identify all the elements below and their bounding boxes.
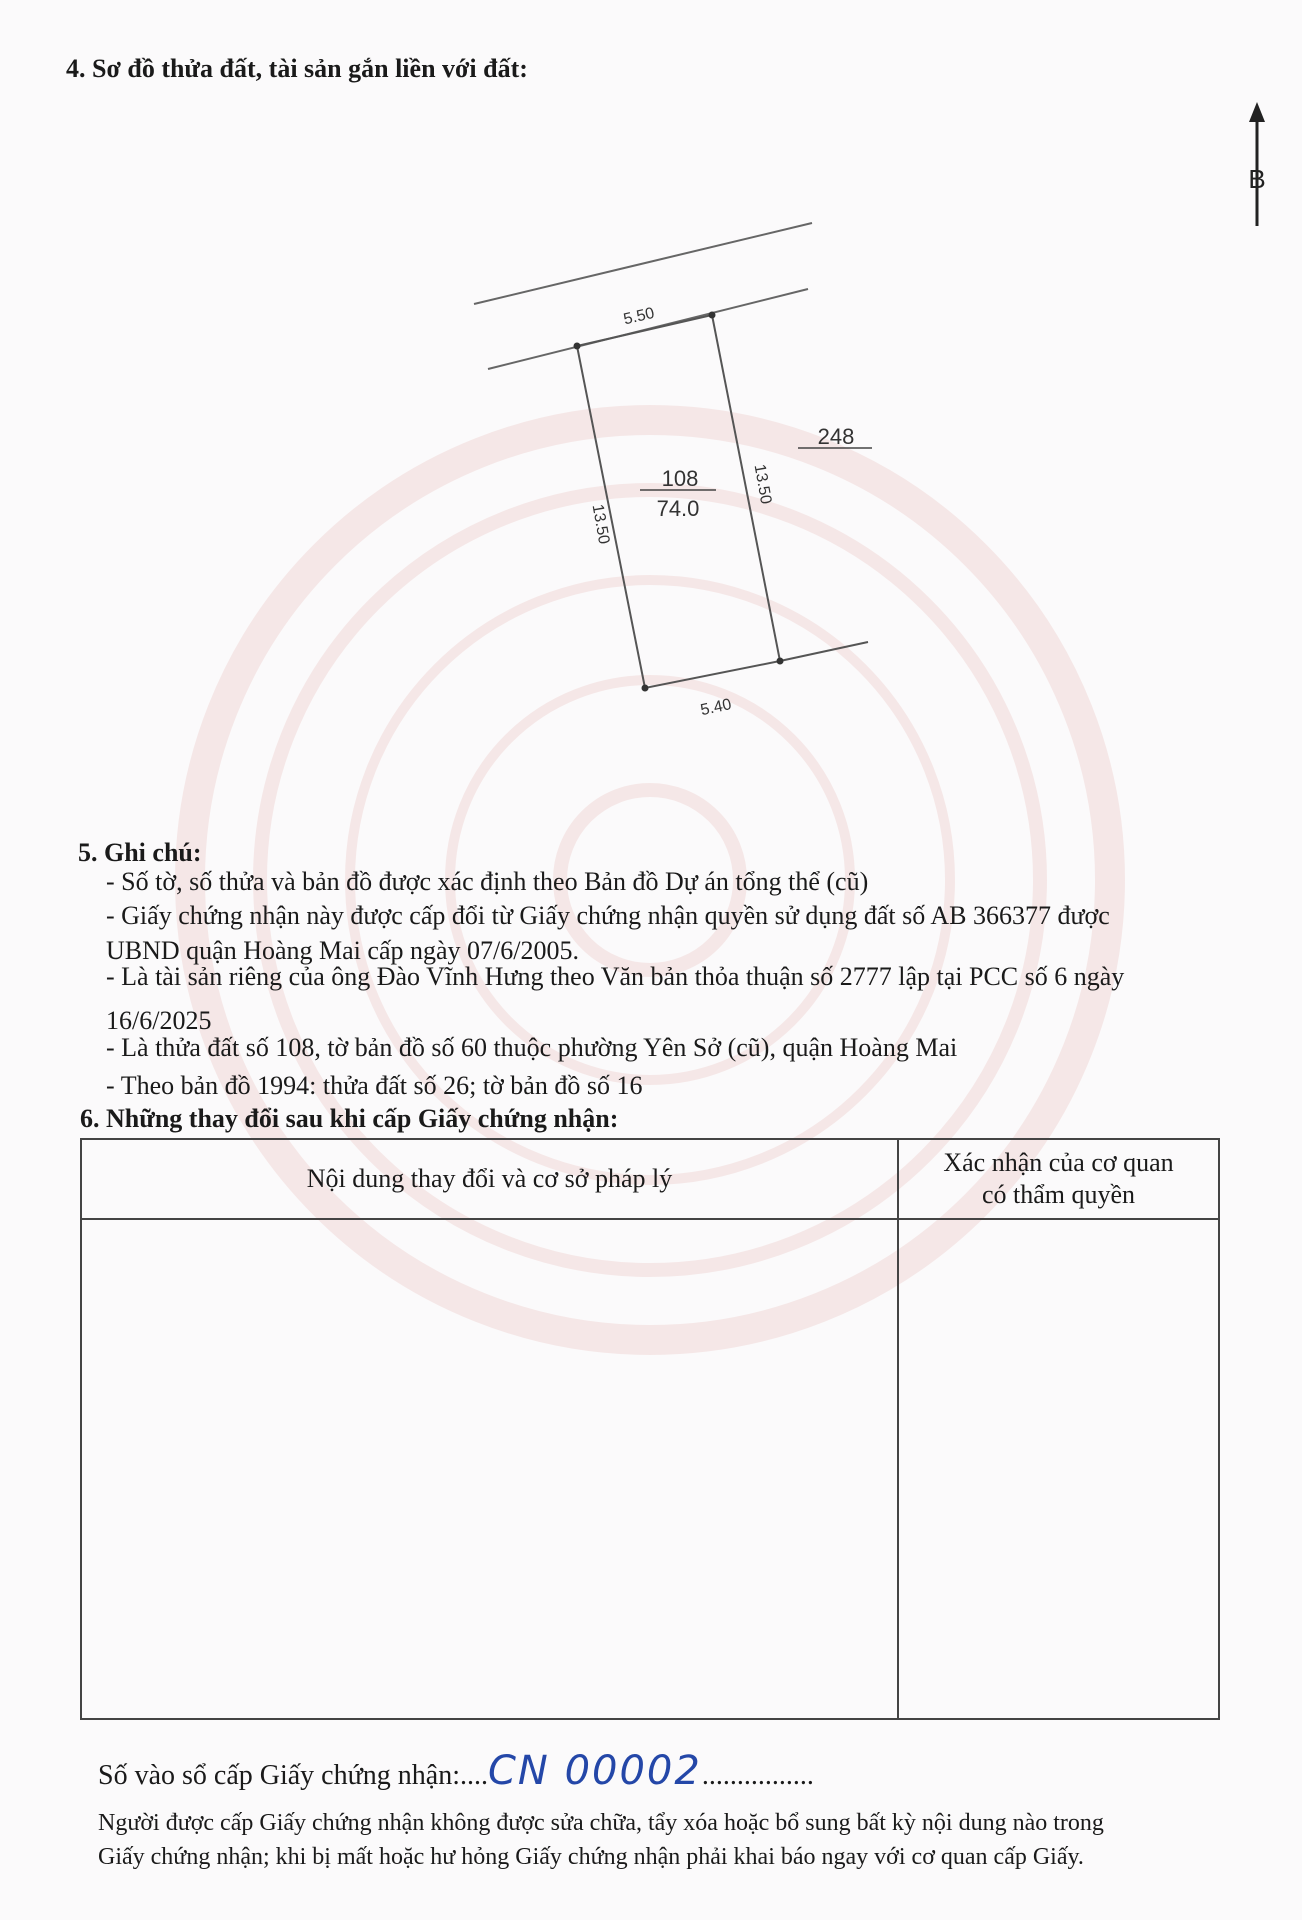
note-line-5: 16/6/2025 (106, 1006, 212, 1035)
changes-content-cell (81, 1219, 898, 1719)
note-line-6: - Là thửa đất số 108, tờ bản đồ số 60 thuộc phường Yên Sở (cũ), quận Hoàng Mai (106, 1033, 958, 1062)
registration-trail: ................ (701, 1760, 814, 1791)
road-line-top (474, 223, 812, 304)
confirmation-col-header (898, 1139, 1219, 1219)
note-line-3: UBND quận Hoàng Mai cấp ngày 07/6/2005. (106, 936, 579, 965)
parcel-area: 74.0 (656, 496, 700, 521)
dimension-left: 13.50 (588, 503, 613, 546)
section-6-title: 6. Những thay đổi sau khi cấp Giấy chứng nhận: (80, 1104, 619, 1133)
note-line-1: - Số tờ, số thửa và bản đồ được xác định theo Bản đồ Dự án tổng thể (cũ) (106, 867, 869, 896)
section-4-title: 4. Sơ đồ thửa đất, tài sản gắn liền với đất: (66, 54, 528, 83)
note-line-7: - Theo bản đồ 1994: thửa đất số 26; tờ bản đồ số 16 (106, 1071, 643, 1100)
confirmation-header-line2: có thẩm quyền (981, 1180, 1136, 1209)
boundary-extension (780, 642, 868, 661)
footer-line-1: Người được cấp Giấy chứng nhận không được sửa chữa, tẩy xóa hoặc bổ sung bất kỳ nội dung nào trong (98, 1810, 1104, 1836)
confirmation-header-line1: Xác nhận của cơ quan (943, 1148, 1174, 1177)
parcel-number: 108 (661, 466, 699, 491)
changes-table (80, 1138, 1220, 1720)
footer-line-2: Giấy chứng nhận; khi bị mất hoặc hư hỏng Giấy chứng nhận phải khai báo ngay với cơ quan cấp Giấy. (98, 1844, 1084, 1870)
corner-point (574, 343, 581, 350)
neighbor-parcel-number: 248 (817, 424, 855, 449)
note-line-2: - Giấy chứng nhận này được cấp đổi từ Giấy chứng nhận quyền sử dụng đất số AB 366377 được (106, 901, 1110, 930)
registration-line (98, 1748, 814, 1794)
north-label: B (1248, 164, 1266, 194)
parcel-diagram (0, 90, 1302, 730)
registration-label: Số vào sổ cấp Giấy chứng nhận:.... (98, 1760, 488, 1791)
dimension-right: 13.50 (750, 463, 775, 506)
registration-number: CN 00002 (488, 1748, 702, 1794)
section-5-title: 5. Ghi chú: (78, 838, 202, 867)
corner-point (777, 658, 784, 665)
changes-col-header: Nội dung thay đổi và cơ sở pháp lý (81, 1139, 898, 1219)
confirmation-cell (898, 1219, 1219, 1719)
corner-point (709, 312, 716, 319)
dimension-bottom: 5.40 (699, 696, 734, 720)
corner-point (642, 685, 649, 692)
note-line-4: - Là tài sản riêng của ông Đào Vĩnh Hưng theo Văn bản thỏa thuận số 2777 lập tại PCC số 6 ngày (106, 962, 1125, 991)
dimension-top: 5.50 (621, 304, 657, 329)
